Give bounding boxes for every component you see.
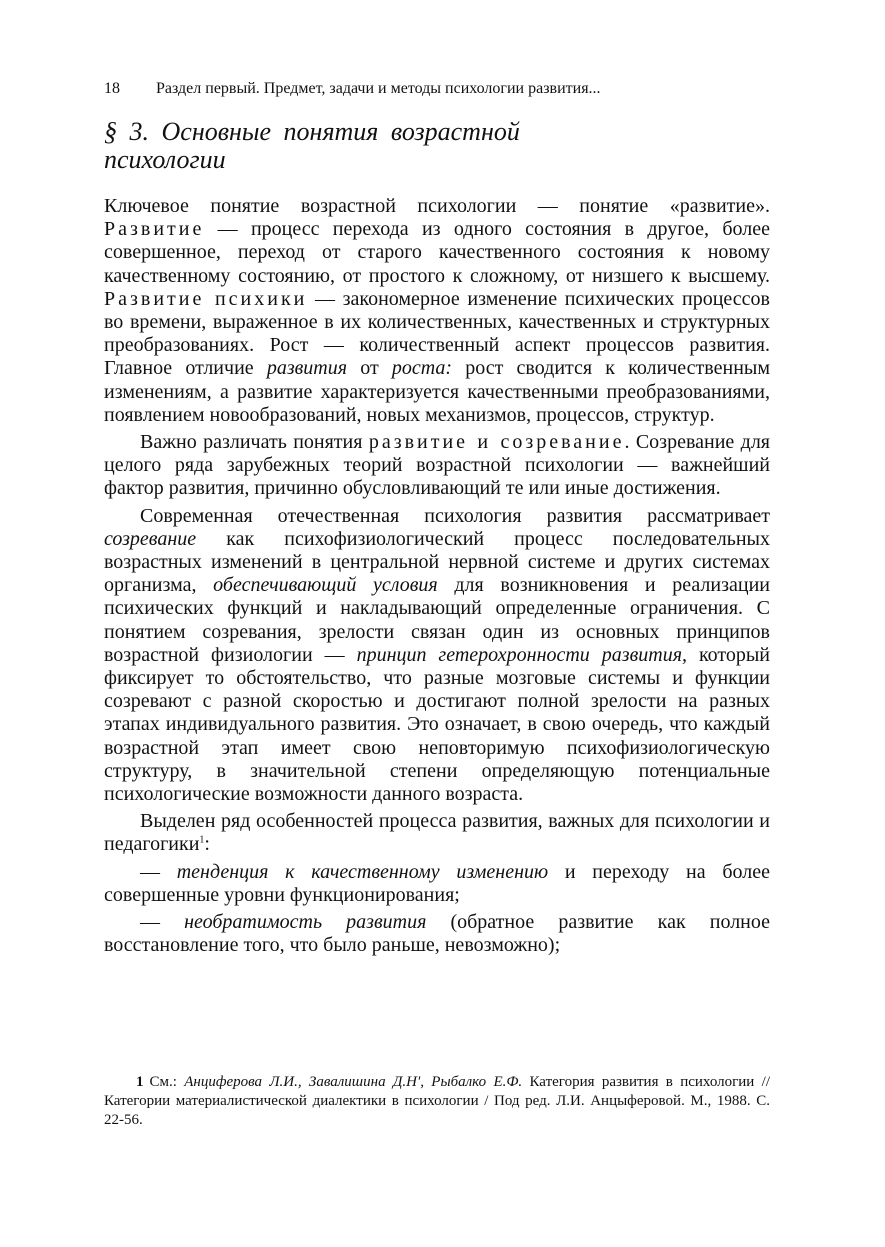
italic-term: принцип гетерохронности развития,: [356, 643, 687, 666]
text-run: Современная отечественная психология развития рассматривает: [140, 504, 770, 527]
text-run: от: [347, 357, 392, 380]
text-run: как психофизиологический процесс последовательных возрастных изменений в центральной нервной системе и других системах организма,: [104, 527, 770, 597]
text-run: :: [204, 833, 210, 856]
footnote-reference: 1: [199, 834, 205, 846]
paragraph-heterochrony: [104, 505, 770, 807]
text-run: . Созревание для целого ряда зарубежных теорий возрастной психологии — важнейший фактор развития, причинно обусловливающий те или иные достижения.: [104, 431, 770, 500]
list-item: [104, 911, 770, 957]
text-run: Категория развития в психологии // Категории материалистической диалектики в психологии / Под ред. Л.И. Анцыферовой. М., 1988. С. 22-56.: [104, 1074, 770, 1128]
text-run: который фиксирует то обстоятельство, что разные мозговые системы и функции созревают с разной скоростью и достигают полной зрелости на разных этапах индивидуального развития. Это означает, в свою очередь, что каждый возрастной этап имеет свою неповторимую психофизиологическую структуру, в значительной степени определяющую потенциальные психологические возможности данного возраста.: [104, 643, 771, 806]
italic-term: необратимость развития: [184, 911, 427, 934]
footnote: [104, 1073, 770, 1130]
text-run: См.:: [149, 1074, 185, 1090]
text-run: Ключевое понятие возрастной психологии — понятие «развитие».: [104, 195, 770, 217]
italic-term: созревание: [104, 527, 197, 550]
spaced-term: развитие и созревание: [368, 431, 625, 454]
text-run: и переходу на более совершенные уровни функционирования;: [104, 860, 770, 906]
text-run: —: [140, 860, 177, 883]
running-header: [104, 76, 784, 102]
text-run: (обратное развитие как полное восстановление того, что было раньше, невозможно);: [104, 911, 770, 957]
paragraph-development-definition: [104, 195, 770, 427]
body-text: [104, 195, 770, 962]
text-run: для возникновения и реализации психических функций и накладывающий определенные ограничения. С понятием созревания, зрелости связан один из основных принципов возрастной физиологии —: [104, 574, 770, 666]
paragraph-maturation: [104, 431, 770, 501]
footnote-mark: 1: [136, 1074, 144, 1090]
spaced-term: Развитие: [104, 218, 205, 241]
list-item: [104, 861, 770, 907]
paragraph-features-intro: [104, 810, 770, 856]
italic-term: тенденция к качественному изменению: [176, 860, 549, 883]
section-title: § 3. Основные понятия возрастной психологии: [104, 117, 520, 174]
footnote-authors: Анциферова Л.И., Завалишина Д.Н', Рыбалко Е.Ф.: [184, 1074, 523, 1090]
page-number: 18: [104, 80, 120, 97]
text-run: — закономерное изменение психических процессов во времени, выраженное в их количественных, качественных и структурных преобразованиях. Рост — количественный аспект процессов развития. Главное отличие: [104, 287, 770, 380]
italic-term: обеспечивающий условия: [213, 574, 438, 597]
text-run: — процесс перехода из одного состояния в другое, более совершенное, переход от старого качественного состояния к новому качественному состоянию, от простого к сложному, от низшего к высшему.: [104, 218, 770, 287]
spaced-term: Развитие психики: [104, 287, 308, 310]
italic-term: развития: [266, 357, 348, 380]
text-run: —: [140, 911, 185, 934]
text-run: Выделен ряд особенностей процесса развития, важных для психологии и педагогики: [104, 810, 770, 856]
text-run: Важно различать понятия: [140, 431, 369, 454]
text-run: рост сводится к количественным изменениям, а развитие характеризуется качественными преобразованиями, появлением новообразований, новых механизмов, процессов, структур.: [104, 357, 770, 426]
running-title: Раздел первый. Предмет, задачи и методы психологии развития...: [156, 80, 601, 97]
italic-term: роста:: [391, 357, 453, 380]
